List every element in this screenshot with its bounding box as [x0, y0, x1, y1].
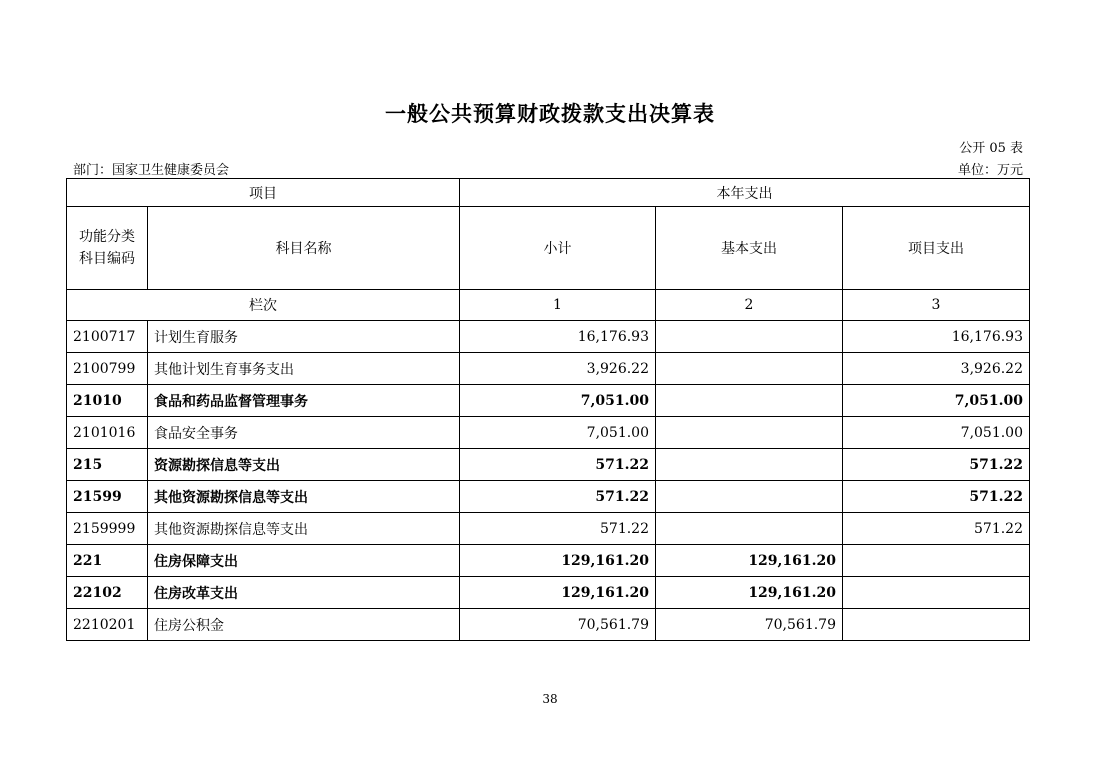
row-name: 计划生育服务	[148, 321, 460, 353]
row-subtotal: 16,176.93	[460, 321, 656, 353]
row-subtotal: 571.22	[460, 481, 656, 513]
row-project: 571.22	[843, 449, 1030, 481]
header-row-3	[67, 290, 1030, 321]
unit-label: 单位：万元	[957, 163, 1023, 178]
table-row	[67, 417, 1030, 449]
row-basic	[656, 385, 843, 417]
header-name: 科目名称	[148, 207, 460, 290]
row-project: 16,176.93	[843, 321, 1030, 353]
form-number: 公开 05 表	[959, 141, 1023, 156]
header-col3: 3	[843, 290, 1030, 321]
header-project: 项目	[67, 179, 460, 207]
row-basic: 70,561.79	[656, 609, 843, 641]
row-basic	[656, 417, 843, 449]
table-row	[67, 321, 1030, 353]
row-project	[843, 577, 1030, 609]
row-basic	[656, 449, 843, 481]
table-row	[67, 609, 1030, 641]
row-project	[843, 545, 1030, 577]
row-name: 其他资源勘探信息等支出	[148, 513, 460, 545]
row-subtotal: 571.22	[460, 449, 656, 481]
row-subtotal: 70,561.79	[460, 609, 656, 641]
row-code: 22102	[67, 577, 148, 609]
row-subtotal: 129,161.20	[460, 577, 656, 609]
row-basic	[656, 513, 843, 545]
row-code: 2100799	[67, 353, 148, 385]
page-number: 38	[542, 692, 558, 706]
table-row	[67, 577, 1030, 609]
table-row	[67, 545, 1030, 577]
row-basic: 129,161.20	[656, 545, 843, 577]
table-row	[67, 481, 1030, 513]
row-project	[843, 609, 1030, 641]
row-subtotal: 7,051.00	[460, 417, 656, 449]
row-name: 食品安全事务	[148, 417, 460, 449]
row-name: 其他计划生育事务支出	[148, 353, 460, 385]
header-col2: 2	[656, 290, 843, 321]
row-project: 571.22	[843, 481, 1030, 513]
row-code: 221	[67, 545, 148, 577]
header-subtotal: 小计	[460, 207, 656, 290]
header-basic: 基本支出	[656, 207, 843, 290]
department-label: 部门：国家卫生健康委员会	[73, 163, 230, 178]
table-row	[67, 513, 1030, 545]
row-code: 21599	[67, 481, 148, 513]
row-code: 2100717	[67, 321, 148, 353]
row-code: 2101016	[67, 417, 148, 449]
row-code: 21010	[67, 385, 148, 417]
header-current-year-expense: 本年支出	[460, 179, 1030, 207]
row-subtotal: 7,051.00	[460, 385, 656, 417]
page-title: 一般公共预算财政拨款支出决算表	[385, 101, 715, 126]
row-code: 215	[67, 449, 148, 481]
table-row	[67, 385, 1030, 417]
table-row	[67, 449, 1030, 481]
row-project: 571.22	[843, 513, 1030, 545]
row-name: 住房保障支出	[148, 545, 460, 577]
row-basic: 129,161.20	[656, 577, 843, 609]
row-code: 2210201	[67, 609, 148, 641]
header-column-label: 栏次	[67, 290, 460, 321]
row-basic	[656, 353, 843, 385]
row-name: 资源勘探信息等支出	[148, 449, 460, 481]
row-subtotal: 129,161.20	[460, 545, 656, 577]
header-project-expense: 项目支出	[843, 207, 1030, 290]
row-project: 7,051.00	[843, 417, 1030, 449]
header-row-2	[67, 207, 1030, 290]
row-name: 住房公积金	[148, 609, 460, 641]
expense-table	[66, 178, 1030, 641]
row-subtotal: 3,926.22	[460, 353, 656, 385]
row-basic	[656, 481, 843, 513]
header-col1: 1	[460, 290, 656, 321]
table-row	[67, 353, 1030, 385]
header-code: 功能分类 科目编码	[67, 207, 148, 290]
row-name: 食品和药品监督管理事务	[148, 385, 460, 417]
header-row-1	[67, 179, 1030, 207]
row-name: 住房改革支出	[148, 577, 460, 609]
row-name: 其他资源勘探信息等支出	[148, 481, 460, 513]
row-project: 7,051.00	[843, 385, 1030, 417]
row-subtotal: 571.22	[460, 513, 656, 545]
row-code: 2159999	[67, 513, 148, 545]
row-project: 3,926.22	[843, 353, 1030, 385]
row-basic	[656, 321, 843, 353]
